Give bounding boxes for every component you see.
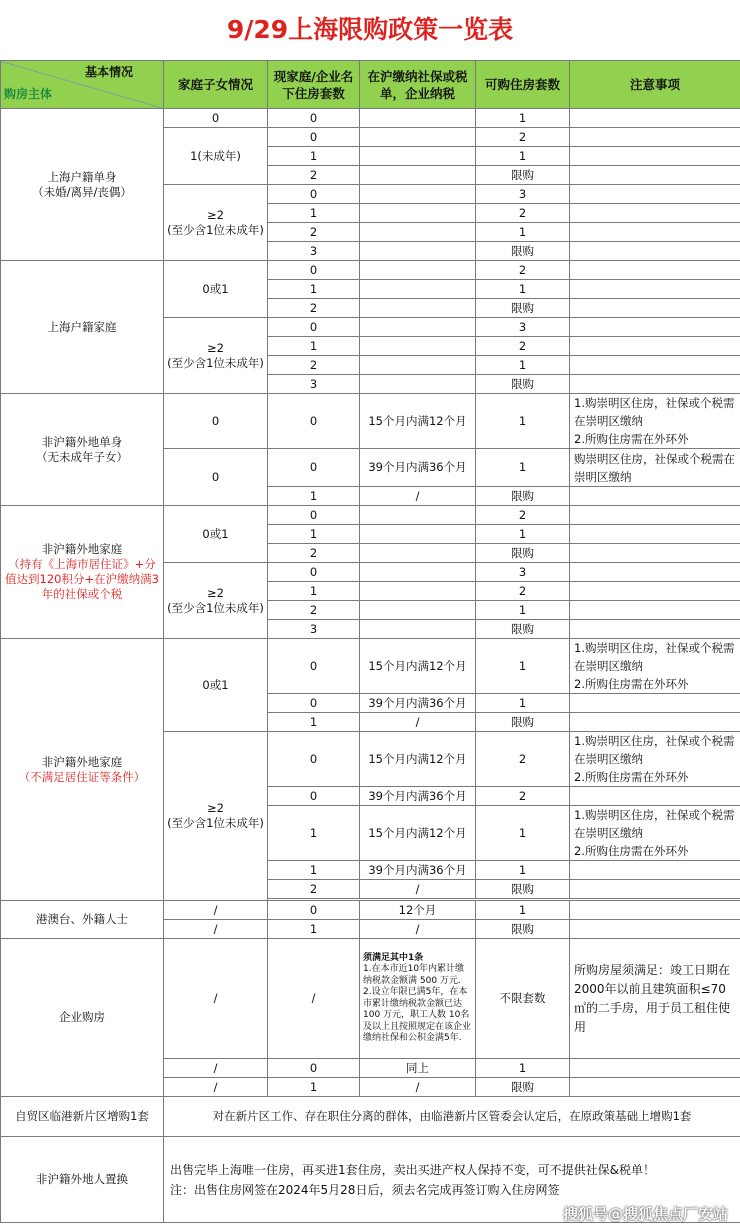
- subject-sub: （持有《上海市居住证》+分值达到120积分+在沪缴纳满3年的社保或个税: [5, 557, 159, 601]
- notes-cell: [570, 787, 740, 806]
- tax-cell: [360, 544, 476, 563]
- notes-cell: [570, 375, 740, 394]
- notes-cell: [570, 242, 740, 261]
- subject-name: 非沪籍外地家庭: [41, 542, 123, 556]
- quota-cell: 限购: [476, 166, 570, 185]
- quota-cell: 3: [476, 185, 570, 204]
- subject-name: 非沪籍外地家庭: [41, 754, 123, 769]
- quota-cell: 限购: [476, 713, 570, 732]
- notes-cell: [570, 337, 740, 356]
- notes-cell: [570, 204, 740, 223]
- children-cell: [164, 318, 268, 394]
- quota-cell: 限购: [476, 620, 570, 639]
- tax-cell: [360, 620, 476, 639]
- header-quota: 可购住房套数: [476, 61, 570, 109]
- children-cell: 0: [164, 449, 268, 506]
- children-cell: /: [164, 920, 268, 939]
- tax-cell: /: [360, 920, 476, 939]
- notes-cell: [570, 147, 740, 166]
- watermark: 搜狐号@搜狐焦点厂安站: [562, 1205, 728, 1223]
- houses-cell: 0: [268, 318, 360, 337]
- policy-table: [0, 60, 740, 1223]
- tax-cell: [360, 299, 476, 318]
- houses-cell: 1: [268, 806, 360, 861]
- notes-cell: [570, 620, 740, 639]
- tax-cell: 12个月: [360, 901, 476, 920]
- houses-cell: 2: [268, 880, 360, 899]
- quota-cell: 1: [476, 109, 570, 128]
- children-ge2-sub: (至少含1位未成年): [167, 355, 264, 370]
- houses-cell: 1: [268, 204, 360, 223]
- children-cell: 0或1: [164, 639, 268, 732]
- subject-cell: [1, 109, 164, 261]
- children-cell: 0或1: [164, 506, 268, 563]
- quota-cell: 1: [476, 694, 570, 713]
- subject-cell: 企业购房: [1, 939, 164, 1097]
- subject-cell: [1, 506, 164, 639]
- quota-cell: 2: [476, 732, 570, 787]
- tax-cell: 15个月内满12个月: [360, 394, 476, 449]
- note-line: 1.购崇明区住房，社保或个税需在崇明区缴纳: [574, 641, 735, 673]
- houses-cell: 0: [268, 732, 360, 787]
- tax-cell: [360, 280, 476, 299]
- quota-cell: 2: [476, 128, 570, 147]
- tax-cell: [360, 147, 476, 166]
- subject-cell: 自贸区临港新片区增购1套: [1, 1097, 164, 1137]
- header-notes: 注意事项: [570, 61, 740, 109]
- tax-cell: [360, 506, 476, 525]
- header-houses: 现家庭/企业名下住房套数: [268, 61, 360, 109]
- note-line: 1.购崇明区住房，社保或个税需在崇明区缴纳: [574, 734, 735, 766]
- houses-cell: 1: [268, 337, 360, 356]
- tax-cell: /: [360, 880, 476, 899]
- quota-cell: 2: [476, 582, 570, 601]
- houses-cell: 0: [268, 449, 360, 487]
- notes-cell: [570, 261, 740, 280]
- children-ge2: ≥2: [207, 340, 224, 355]
- quota-cell: 不限套数: [476, 939, 570, 1059]
- quota-cell: 1: [476, 901, 570, 920]
- quota-cell: 2: [476, 337, 570, 356]
- notes-cell: [570, 128, 740, 147]
- quota-cell: 限购: [476, 920, 570, 939]
- tax-cell: [360, 375, 476, 394]
- children-cell: [164, 563, 268, 639]
- subject-cell: 港澳台、外籍人士: [1, 901, 164, 939]
- children-ge2: ≥2: [207, 801, 224, 815]
- notes-cell: [570, 563, 740, 582]
- notes-cell: [570, 525, 740, 544]
- houses-cell: 2: [268, 299, 360, 318]
- tax-cell: 15个月内满12个月: [360, 732, 476, 787]
- tax-cell: 39个月内满36个月: [360, 694, 476, 713]
- houses-cell: 0: [268, 901, 360, 920]
- quota-cell: 1: [476, 861, 570, 880]
- notes-cell: [570, 299, 740, 318]
- houses-cell: 1: [268, 147, 360, 166]
- quota-cell: 1: [476, 449, 570, 487]
- houses-cell: 1: [268, 713, 360, 732]
- notes-cell: [570, 356, 740, 375]
- houses-cell: 0: [268, 109, 360, 128]
- children-cell: /: [164, 1078, 268, 1097]
- notes-cell: [570, 223, 740, 242]
- houses-cell: 2: [268, 601, 360, 620]
- tax-cell: 15个月内满12个月: [360, 806, 476, 861]
- children-cell: [164, 732, 268, 901]
- tax-cell: 同上: [360, 1059, 476, 1078]
- houses-cell: 1: [268, 861, 360, 880]
- tax-cell: [360, 525, 476, 544]
- subject-cell: [1, 639, 164, 901]
- houses-cell: 2: [268, 166, 360, 185]
- header-children: 家庭子女情况: [164, 61, 268, 109]
- tax-cell: [360, 318, 476, 337]
- condition-item: 1.在本市近10年内累计缴纳税款金额满 500 万元.: [363, 964, 465, 986]
- notes-cell: [570, 318, 740, 337]
- note-line: 2.所购住房需在外环外: [574, 770, 689, 784]
- children-cell: /: [164, 939, 268, 1059]
- tax-cell: /: [360, 1078, 476, 1097]
- quota-cell: 2: [476, 506, 570, 525]
- notes-cell: [570, 732, 740, 787]
- houses-cell: 2: [268, 223, 360, 242]
- houses-cell: 0: [268, 394, 360, 449]
- lingang-text: 对在新片区工作、存在职住分离的群体，由临港新片区管委会认定后，在原政策基础上增购1套: [164, 1097, 740, 1137]
- houses-cell: 3: [268, 375, 360, 394]
- notes-cell: [570, 582, 740, 601]
- tax-cell: [360, 356, 476, 375]
- houses-cell: 0: [268, 787, 360, 806]
- notes-cell: [570, 394, 740, 449]
- houses-cell: 1: [268, 525, 360, 544]
- tax-cell: 39个月内满36个月: [360, 449, 476, 487]
- quota-cell: 2: [476, 204, 570, 223]
- tax-cell: [360, 601, 476, 620]
- children-ge2-sub: (至少含1位未成年): [167, 816, 264, 830]
- houses-cell: 3: [268, 242, 360, 261]
- children-cell: 0: [164, 109, 268, 128]
- tax-cell: [360, 261, 476, 280]
- notes-cell: [570, 544, 740, 563]
- quota-cell: 1: [476, 394, 570, 449]
- tax-cell: [360, 128, 476, 147]
- header-diagonal-cell: [1, 61, 164, 109]
- houses-cell: 1: [268, 1078, 360, 1097]
- header-buyer: 购房主体: [4, 87, 53, 101]
- note-line: 1.购崇明区住房，社保或个税需在崇明区缴纳: [574, 396, 735, 428]
- quota-cell: 限购: [476, 375, 570, 394]
- children-cell: 0或1: [164, 261, 268, 318]
- tax-cell: [360, 242, 476, 261]
- houses-cell: 1: [268, 487, 360, 506]
- subject-sub: （无未成年子女）: [36, 449, 128, 464]
- notes-cell: [570, 920, 740, 939]
- notes-cell: [570, 713, 740, 732]
- subject-name: 非沪籍外地单身: [41, 434, 123, 449]
- notes-cell: [570, 880, 740, 899]
- notes-cell: [570, 506, 740, 525]
- subject-cell: 非沪籍外地人置换: [1, 1137, 164, 1223]
- houses-cell: 0: [268, 128, 360, 147]
- quota-cell: 1: [476, 356, 570, 375]
- children-cell: /: [164, 901, 268, 920]
- quota-cell: 限购: [476, 544, 570, 563]
- children-ge2-sub: (至少含1位未成年): [167, 222, 264, 237]
- quota-cell: 3: [476, 318, 570, 337]
- header-tax: 在沪缴纳社保或税单，企业纳税: [360, 61, 476, 109]
- houses-cell: 1: [268, 920, 360, 939]
- note-line: 1.购崇明区住房，社保或个税需在崇明区缴纳: [574, 808, 735, 840]
- quota-cell: 2: [476, 787, 570, 806]
- notes-cell: [570, 1059, 740, 1078]
- notes-cell: [570, 1078, 740, 1097]
- children-ge2: ≥2: [207, 207, 224, 222]
- tax-cell: [360, 166, 476, 185]
- houses-cell: 2: [268, 544, 360, 563]
- houses-cell: /: [268, 939, 360, 1059]
- houses-cell: 1: [268, 582, 360, 601]
- notes-cell: [570, 109, 740, 128]
- note-line: 2.所购住房需在外环外: [574, 677, 689, 691]
- subject-cell: 上海户籍家庭: [1, 261, 164, 394]
- houses-cell: 0: [268, 563, 360, 582]
- quota-cell: 1: [476, 525, 570, 544]
- houses-cell: 3: [268, 620, 360, 639]
- houses-cell: 0: [268, 185, 360, 204]
- tax-cell: [360, 204, 476, 223]
- tax-cell: [360, 223, 476, 242]
- swap-line: 出售完毕上海唯一住房，再买进1套住房，卖出买进产权人保持不变，可不提供社保&税单！: [170, 1162, 655, 1177]
- tax-cell: [360, 563, 476, 582]
- tax-cell: [360, 337, 476, 356]
- tax-cell: /: [360, 713, 476, 732]
- houses-cell: 0: [268, 694, 360, 713]
- notes-cell: [570, 487, 740, 506]
- notes-cell: [570, 185, 740, 204]
- quota-cell: 3: [476, 563, 570, 582]
- children-ge2: ≥2: [207, 585, 224, 600]
- notes-cell: [570, 861, 740, 880]
- condition-title: 须满足其中1条: [363, 952, 424, 963]
- quota-cell: 1: [476, 280, 570, 299]
- condition-item: 2.设立年限已满5年，在本市累计缴纳税款金额已达100 万元，职工人数 10名及以上且按照规定在该企业缴纳社保和公积金满5年.: [363, 987, 472, 1043]
- houses-cell: 0: [268, 261, 360, 280]
- notes-cell: 所购房屋须满足：竣工日期在2000年以前且建筑面积≤70㎡的二手房，用于员工租住使用: [570, 939, 740, 1059]
- quota-cell: 1: [476, 639, 570, 694]
- subject-name: 上海户籍单身: [47, 169, 117, 184]
- houses-cell: 0: [268, 639, 360, 694]
- tax-cell: 39个月内满36个月: [360, 787, 476, 806]
- tax-cell: /: [360, 487, 476, 506]
- tax-cell: [360, 109, 476, 128]
- subject-cell: [1, 394, 164, 506]
- quota-cell: 2: [476, 261, 570, 280]
- tax-cell: [360, 185, 476, 204]
- quota-cell: 限购: [476, 299, 570, 318]
- notes-cell: [570, 694, 740, 713]
- tax-cell: [360, 582, 476, 601]
- quota-cell: 1: [476, 147, 570, 166]
- subject-sub: （不满足居住证等条件）: [18, 769, 146, 784]
- swap-note: 注：出售住房网签在2024年5月28日后，须去名完成再签订购入住房网签: [170, 1182, 560, 1197]
- quota-cell: 限购: [476, 487, 570, 506]
- quota-cell: 限购: [476, 242, 570, 261]
- notes-cell: [570, 601, 740, 620]
- header-basic-info: 基本情况: [84, 65, 133, 79]
- tax-cell: 15个月内满12个月: [360, 639, 476, 694]
- notes-cell: [570, 166, 740, 185]
- notes-cell: [570, 901, 740, 920]
- children-ge2-sub: (至少含1位未成年): [167, 600, 264, 615]
- notes-cell: [570, 280, 740, 299]
- note-line: 2.所购住房需在外环外: [574, 844, 689, 858]
- quota-cell: 1: [476, 601, 570, 620]
- quota-cell: 1: [476, 223, 570, 242]
- children-cell: [164, 185, 268, 261]
- quota-cell: 限购: [476, 1078, 570, 1097]
- children-cell: 0: [164, 394, 268, 449]
- houses-cell: 0: [268, 1059, 360, 1078]
- quota-cell: 1: [476, 806, 570, 861]
- tax-cell: 39个月内满36个月: [360, 861, 476, 880]
- notes-cell: [570, 639, 740, 694]
- children-cell: 1(未成年): [164, 128, 268, 185]
- notes-cell: [570, 806, 740, 861]
- subject-sub: （未婚/离异/丧偶）: [32, 184, 132, 199]
- page-title: 9/29上海限购政策一览表: [226, 15, 514, 44]
- houses-cell: 2: [268, 356, 360, 375]
- quota-cell: 限购: [476, 880, 570, 899]
- quota-cell: 1: [476, 1059, 570, 1078]
- note-line: 2.所购住房需在外环外: [574, 432, 689, 446]
- houses-cell: 1: [268, 280, 360, 299]
- children-cell: /: [164, 1059, 268, 1078]
- notes-cell: 购崇明区住房，社保或个税需在崇明区缴纳: [570, 449, 740, 487]
- enterprise-conditions: [360, 939, 476, 1059]
- houses-cell: 0: [268, 506, 360, 525]
